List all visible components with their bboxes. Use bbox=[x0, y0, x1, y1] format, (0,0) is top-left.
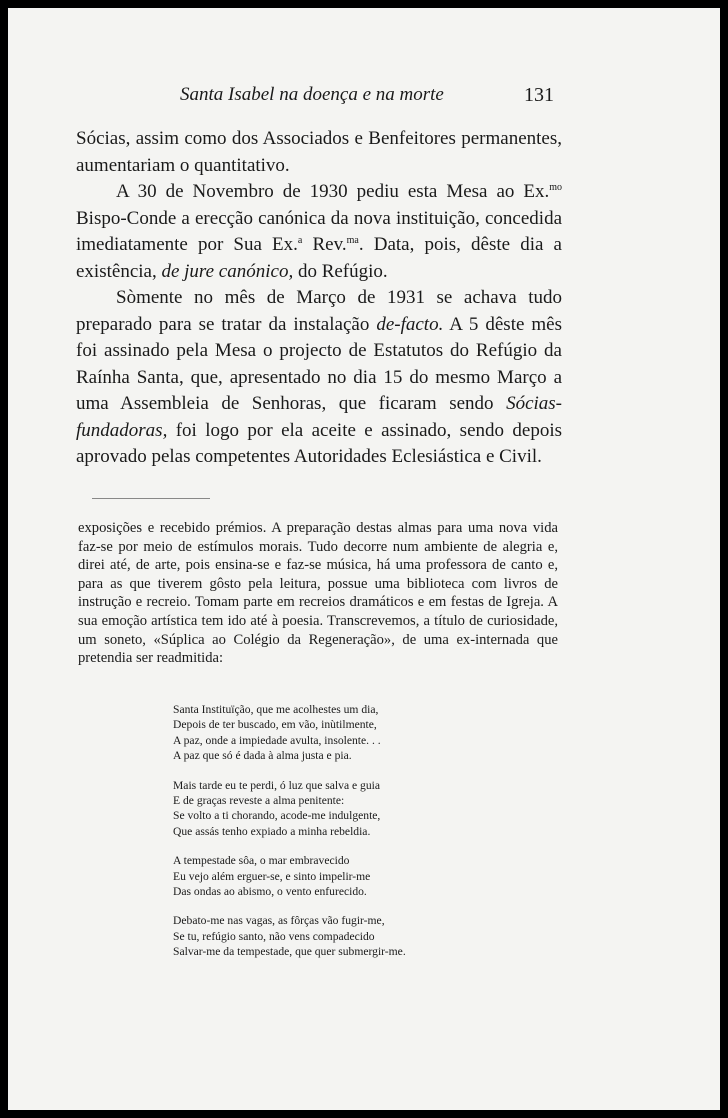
paragraph-3 bbox=[76, 285, 562, 471]
running-title: Santa Isabel na doença e na morte bbox=[180, 84, 444, 105]
page-number: 131 bbox=[524, 84, 554, 106]
poem-line: Se volto a ti chorando, acode-me indulgente, bbox=[173, 809, 381, 823]
stanza-1 bbox=[173, 702, 473, 764]
superscript: ma bbox=[346, 235, 359, 246]
footnote bbox=[78, 519, 558, 668]
text-run: do Refúgio. bbox=[293, 260, 388, 282]
text-run: A 30 de Novembro de 1930 pediu esta Mesa ao Ex. bbox=[116, 181, 550, 202]
book-page bbox=[8, 8, 720, 1110]
paragraph-1: Sócias, assim como dos Associados e Benfeitores permanentes, aumentariam o quantitativo. bbox=[76, 128, 562, 176]
stanza-3 bbox=[173, 853, 473, 899]
poem-line: E de graças reveste a alma penitente: bbox=[173, 794, 345, 808]
poem-line: A paz que só é dada à alma justa e pia. bbox=[173, 749, 352, 763]
text-run: A 5 dêste mês foi assinado pela Mesa o projecto de Estatutos do Refúgio da Raínha Santa, que, apresentado no dia 15 do mesmo Março a uma Assembleia de Senhoras, que ficaram sendo bbox=[76, 313, 562, 414]
superscript: mo bbox=[549, 182, 562, 193]
text-run: . Data, pois, dêste dia a existência, bbox=[76, 234, 562, 282]
poem-line: Se tu, refúgio santo, não vens compadecido bbox=[173, 929, 375, 943]
poem-line: Salvar-me da tempestade, que quer submergir-me. bbox=[173, 945, 406, 959]
poem-line: Das ondas ao abismo, o vento enfurecido. bbox=[173, 885, 367, 899]
poem-line: Debato-me nas vagas, as fôrças vão fugir-me, bbox=[173, 914, 385, 928]
poem-line: Santa Instituïção, que me acolhestes um dia, bbox=[173, 703, 379, 716]
page-header bbox=[8, 84, 720, 114]
italic-run: de-facto. bbox=[376, 313, 444, 335]
stanza-2 bbox=[173, 778, 473, 840]
poem-line: A paz, onde a impiedade avulta, insolente. . . bbox=[173, 733, 381, 747]
poem-line: Eu vejo além erguer-se, e sinto impelir-me bbox=[173, 869, 371, 883]
poem-line: Mais tarde eu te perdi, ó luz que salva e guia bbox=[173, 778, 381, 792]
paragraph-2 bbox=[76, 179, 562, 285]
text-run: Rev. bbox=[302, 234, 347, 255]
italic-run: de jure canónico, bbox=[161, 260, 294, 282]
text-run: Bispo-Conde a erecção canónica da nova instituição, concedida imediatamente por Sua Ex. bbox=[76, 207, 562, 255]
stanza-4 bbox=[173, 913, 473, 959]
footnote-divider bbox=[92, 498, 210, 499]
poem-line: Que assás tenho expiado a minha rebeldia. bbox=[173, 824, 371, 838]
poem-line: Depois de ter buscado, em vão, inùtilmente, bbox=[173, 718, 377, 732]
footnote-text: exposições e recebido prémios. A preparação destas almas para uma nova vida faz-se por meio de estímulos morais. Tudo decorre num ambiente de alegria e, direi até, de arte, pois ensina-se e faz-se música, há uma professora de canto e, para as que tiverem gôsto pela leitura, possue uma biblioteca com livros de instrução e recreio. Tomam parte em recreios dramáticos e em festas de Igreja. A sua emoção artística tem ido até à poesia. Transcrevemos, a título de curiosidade, um soneto, «Súplica ao Colégio da Regeneração», de uma ex-internada que pretendia ser readmitida: bbox=[78, 520, 558, 667]
superscript: a bbox=[297, 235, 303, 246]
main-text bbox=[76, 126, 562, 471]
italic-run: Sócias-fundadoras, bbox=[76, 393, 562, 441]
text-run: Sòmente no mês de Março de 1931 se achava tudo preparado para se tratar da instalação bbox=[76, 287, 562, 335]
text-run: foi logo por ela aceite e assinado, sendo depois aprovado pelas competentes Autoridades Eclesiástica e Civil. bbox=[76, 419, 562, 467]
poem-line: A tempestade sôa, o mar embravecido bbox=[173, 854, 350, 868]
sonnet bbox=[173, 702, 473, 974]
